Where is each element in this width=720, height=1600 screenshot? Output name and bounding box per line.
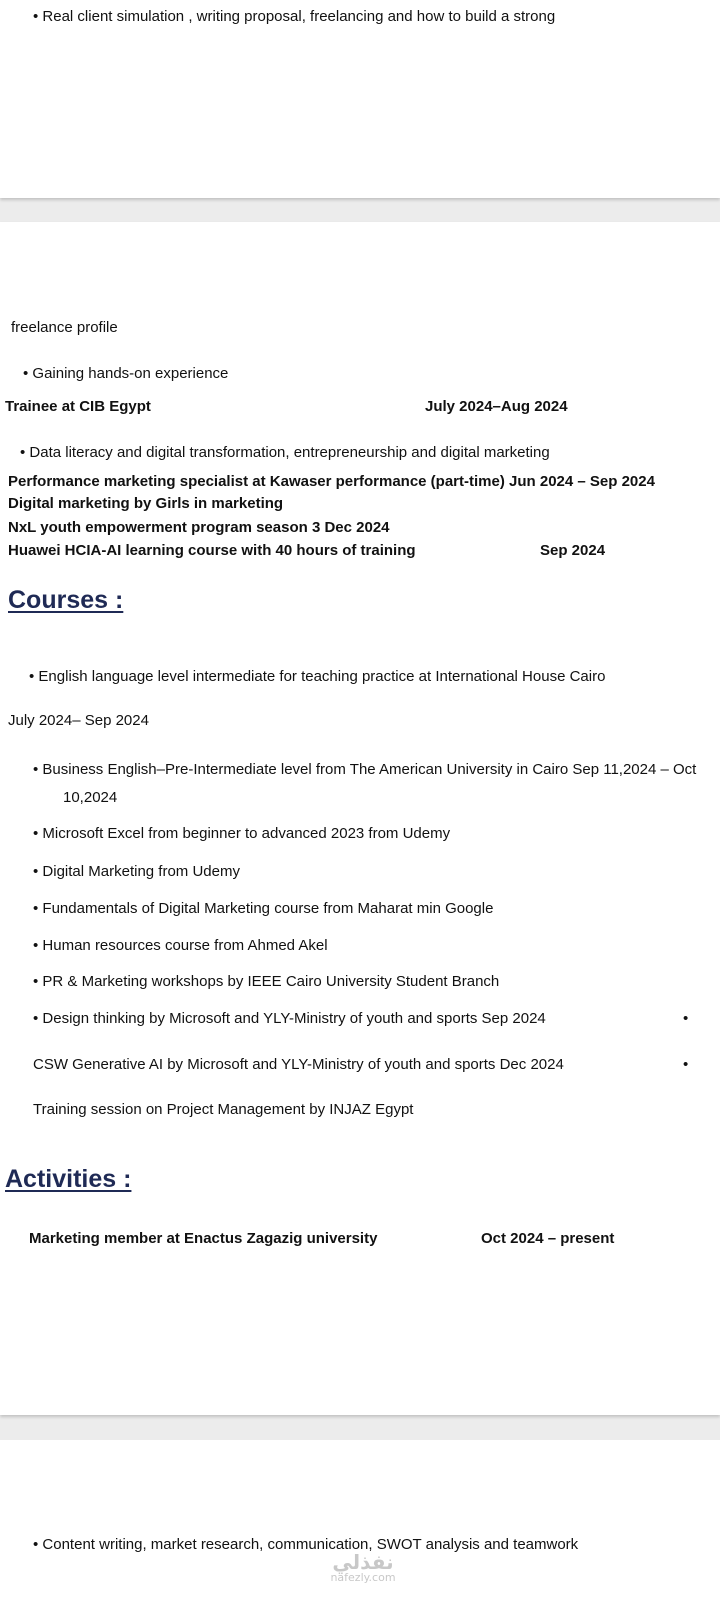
activities-heading: Activities : — [5, 1165, 132, 1193]
kawaser-experience: Performance marketing specialist at Kawaser performance (part-time) Jun 2024 – Sep 2024 — [8, 473, 655, 490]
bullet-client-simulation: • Real client simulation , writing proposal, freelancing and how to build a strong — [33, 8, 556, 25]
watermark-logo: نفذلي — [332, 1550, 394, 1574]
nxl-program: NxL youth empowerment program season 3 Dec 2024 — [8, 519, 390, 536]
huawei-course-title: Huawei HCIA-AI learning course with 40 hours of training — [8, 542, 416, 559]
bullet-data-literacy: • Data literacy and digital transformation, entrepreneurship and digital marketing — [20, 444, 550, 461]
course-english-dates: July 2024– Sep 2024 — [8, 712, 149, 729]
course-business-english-line2: 10,2024 — [63, 789, 118, 806]
course-injaz: Training session on Project Management by INJAZ Egypt — [33, 1101, 414, 1118]
document-page-2 — [0, 222, 720, 1415]
course-business-english-line1: • Business English–Pre-Intermediate level from The American University in Cairo Sep 11,2024 – Oct — [33, 761, 697, 778]
bullet-hands-on: • Gaining hands-on experience — [23, 365, 229, 382]
course-design-thinking: • Design thinking by Microsoft and YLY-Ministry of youth and sports Sep 2024 — [33, 1010, 546, 1027]
course-csw-generative-ai: CSW Generative AI by Microsoft and YLY-Ministry of youth and sports Dec 2024 — [33, 1056, 564, 1073]
course-hr: • Human resources course from Ahmed Akel — [33, 937, 328, 954]
csw-trailing-bullet: • — [683, 1056, 689, 1073]
course-digital-marketing: • Digital Marketing from Udemy — [33, 863, 240, 880]
document-page-1 — [0, 0, 720, 198]
cib-trainee-dates: July 2024–Aug 2024 — [425, 398, 568, 415]
course-excel: • Microsoft Excel from beginner to advanced 2023 from Udemy — [33, 825, 451, 842]
design-thinking-trailing-bullet: • — [683, 1010, 689, 1027]
huawei-course-date: Sep 2024 — [540, 542, 606, 559]
watermark-url: nafezly.com — [330, 1571, 396, 1584]
bullet-skills: • Content writing, market research, communication, SWOT analysis and teamwork — [33, 1536, 579, 1553]
enactus-dates: Oct 2024 – present — [481, 1230, 615, 1247]
enactus-role: Marketing member at Enactus Zagazig university — [29, 1230, 378, 1247]
freelance-profile-text: freelance profile — [11, 319, 118, 336]
course-fundamentals: • Fundamentals of Digital Marketing course from Maharat min Google — [33, 900, 494, 917]
nafezly-watermark — [318, 1552, 408, 1584]
girls-in-marketing: Digital marketing by Girls in marketing — [8, 495, 284, 512]
course-pr: • PR & Marketing workshops by IEEE Cairo University Student Branch — [33, 973, 500, 990]
cib-trainee-title: Trainee at CIB Egypt — [5, 398, 151, 415]
course-english: • English language level intermediate for teaching practice at International House Cairo — [29, 668, 606, 685]
courses-heading: Courses : — [8, 586, 124, 614]
